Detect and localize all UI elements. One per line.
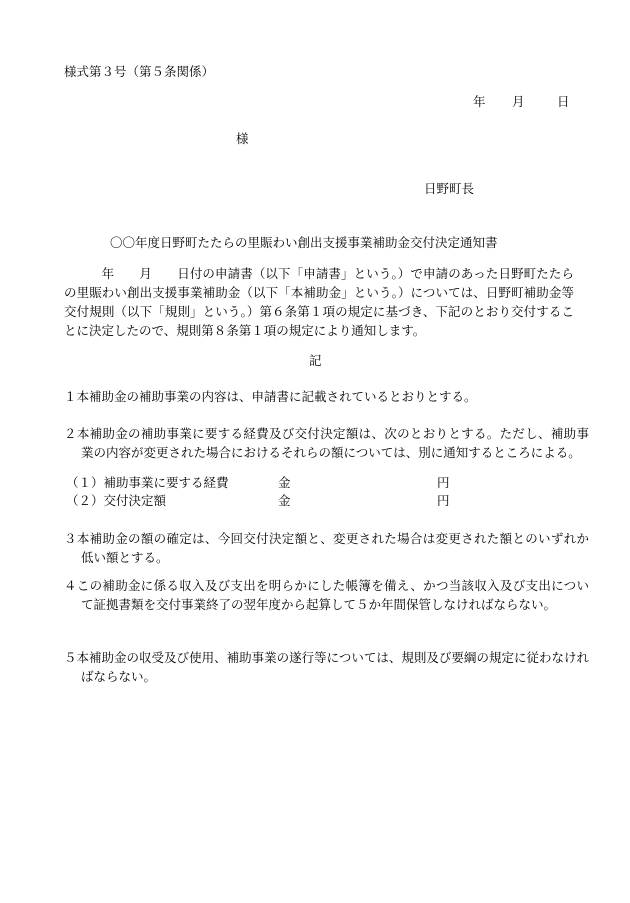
item-5-text: 本補助金の収受及び使用、補助事業の遂行等については、規則及び要綱の規定に従わなければならない。 [76, 650, 589, 684]
item-1-text: 本補助金の補助事業の内容は、申請書に記載されているとおりとする。 [76, 389, 477, 404]
item-4-text: この補助金に係る収入及び支出を明らかにした帳簿を備え、かつ当該収入及び支出について証拠書類を交付事業終了の翌年度から起算して５か年間保管しなければならない。 [76, 578, 589, 612]
intro-paragraph: 年 月 日付の申請書（以下「申請書」という。）で申請のあった日野町たたらの里賑わい創出支援事業補助金（以下「本補助金」という。）については、日野町補助金等交付規則（以下「規則」という。）第６条第１項の規定に基づき、下記のとおり交付することに決定したので、規則第８条第１項の規定により通知します。 [64, 266, 574, 338]
amount-label-2: （２）交付決定額 [66, 493, 167, 508]
item-5 [64, 648, 589, 686]
item-2-text: 本補助金の補助事業に要する経費及び交付決定額は、次のとおりとする。ただし、補助事業の内容が変更された場合におけるそれらの額については、別に通知するところによる。 [76, 426, 589, 460]
addressee-suffix: 様 [236, 131, 249, 146]
document-title: 〇〇年度日野町たたらの里賑わい創出支援事業補助金交付決定通知書 [110, 235, 498, 250]
form-number: 様式第３号（第５条関係） [64, 64, 215, 79]
item-3-text: 本補助金の額の確定は、今回交付決定額と、変更された場合は変更された額とのいずれか低い額とする。 [76, 531, 589, 565]
item-1 [64, 387, 589, 406]
date-day: 日 [557, 94, 570, 109]
item-5-number: ５ [64, 650, 77, 665]
amount-kin-1: 金 [278, 475, 291, 490]
item-2-number: ２ [64, 426, 77, 441]
amount-yen-2: 円 [437, 493, 450, 508]
item-3-number: ３ [64, 531, 77, 546]
date-month: 月 [512, 94, 525, 109]
issuer: 日野町長 [424, 181, 475, 196]
amount-label-1: （１）補助事業に要する経費 [66, 475, 229, 490]
amount-kin-2: 金 [278, 493, 291, 508]
ki-heading: 記 [309, 353, 322, 368]
item-1-number: １ [64, 389, 77, 404]
item-3 [64, 529, 589, 567]
date-year: 年 [473, 94, 486, 109]
item-4-number: ４ [64, 578, 77, 593]
item-2 [64, 424, 589, 462]
item-4 [64, 576, 589, 614]
amount-yen-1: 円 [437, 475, 450, 490]
